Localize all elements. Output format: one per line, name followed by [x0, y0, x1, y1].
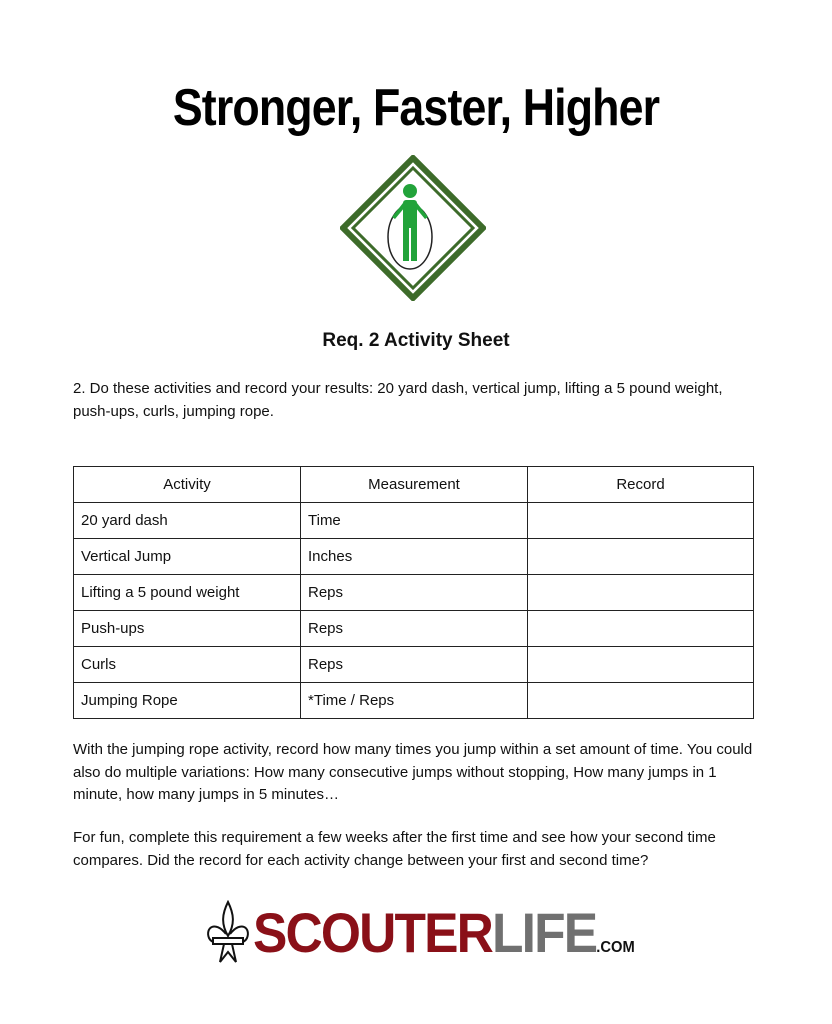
table-row	[74, 611, 754, 647]
activity-table	[73, 466, 754, 719]
header-activity: Activity	[74, 467, 301, 503]
activity-cell: Vertical Jump	[74, 539, 301, 575]
measurement-cell: Time	[301, 503, 528, 539]
instructions-text: 2. Do these activities and record your results: 20 yard dash, vertical jump, lifting a 5 pound weight, push-ups, curls, jumping rope.	[73, 380, 723, 420]
measurement-cell: Inches	[301, 539, 528, 575]
table-row	[74, 683, 754, 719]
page-title: Stronger, Faster, Higher	[172, 79, 660, 137]
logo-com: .COM	[596, 939, 635, 956]
logo-wordmark	[253, 898, 635, 983]
record-cell[interactable]	[528, 503, 754, 539]
measurement-cell: *Time / Reps	[301, 683, 528, 719]
table-row	[74, 575, 754, 611]
activity-sheet-heading: Req. 2 Activity Sheet	[322, 330, 510, 351]
activity-cell: Lifting a 5 pound weight	[74, 575, 301, 611]
record-cell[interactable]	[528, 539, 754, 575]
activity-cell: Jumping Rope	[74, 683, 301, 719]
header-measurement: Measurement	[301, 467, 528, 503]
fun-note: For fun, complete this requirement a few weeks after the first time and see how your second time compares. Did the record for each activity change between your first and second time?	[73, 829, 716, 869]
record-cell[interactable]	[528, 575, 754, 611]
table-row	[74, 647, 754, 683]
measurement-cell: Reps	[301, 611, 528, 647]
jump-rope-note: With the jumping rope activity, record how many times you jump within a set amount of time. You could also do multiple variations: How many consecutive jumps without stopping, How many jumps in 1 minute, how many jumps in 5 minutes…	[73, 741, 753, 803]
measurement-cell: Reps	[301, 575, 528, 611]
record-cell[interactable]	[528, 683, 754, 719]
activity-cell: Curls	[74, 647, 301, 683]
header-record: Record	[528, 467, 754, 503]
logo-scouter: SCOUTER	[253, 901, 493, 964]
table-header-row	[74, 467, 754, 503]
activity-cell: 20 yard dash	[74, 503, 301, 539]
fleur-de-lis-icon	[205, 900, 251, 966]
record-cell[interactable]	[528, 611, 754, 647]
jump-rope-figure-icon	[340, 155, 486, 301]
record-cell[interactable]	[528, 647, 754, 683]
measurement-cell: Reps	[301, 647, 528, 683]
table-row	[74, 503, 754, 539]
table-row	[74, 539, 754, 575]
scouterlife-logo	[205, 898, 635, 968]
logo-life: LIFE	[492, 901, 597, 964]
activity-cell: Push-ups	[74, 611, 301, 647]
